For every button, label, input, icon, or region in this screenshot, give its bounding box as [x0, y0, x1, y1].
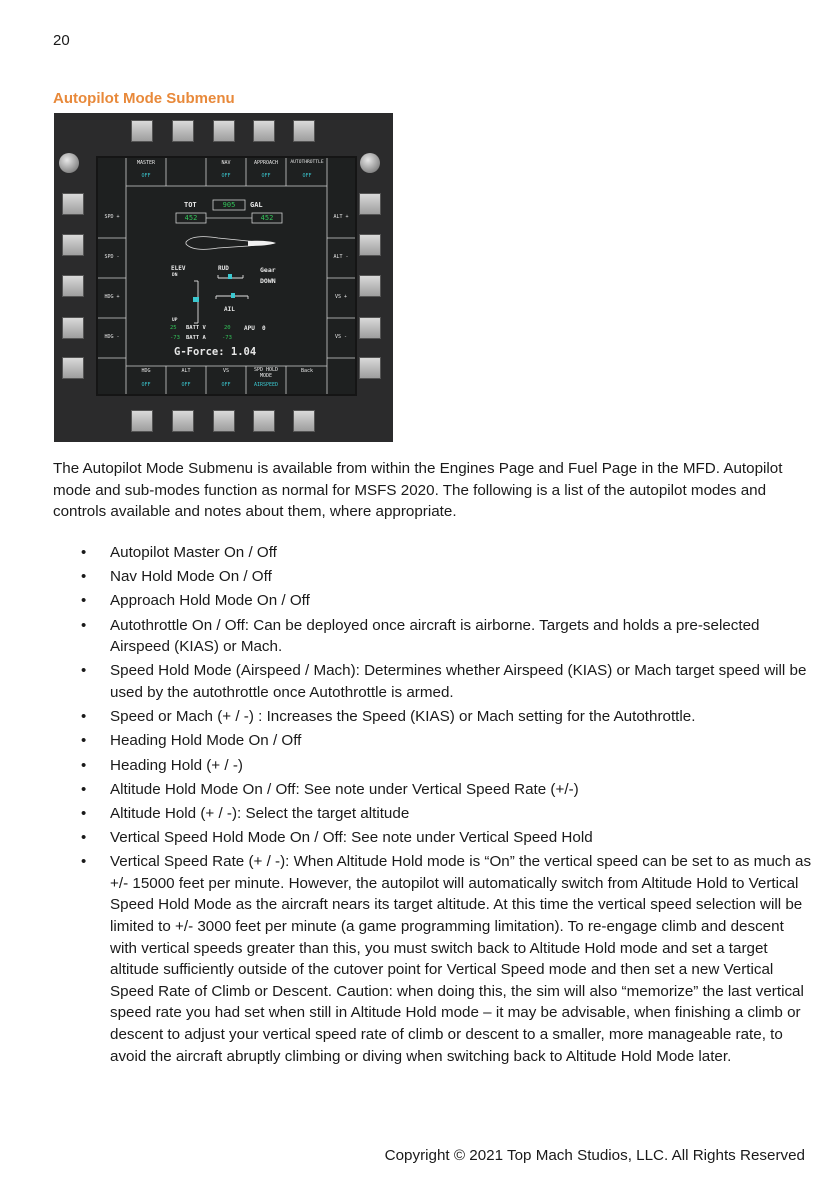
mfd-tot-value: 905 — [222, 201, 236, 209]
mfd-hw-button — [293, 120, 315, 142]
copyright-footer: Copyright © 2021 Top Mach Studios, LLC. All Rights Reserved — [384, 1147, 805, 1164]
list-item: • Vertical Speed Rate (+ / -): When Altitude Hold mode is “On” the vertical speed can be set to as much as +/- 15000 feet per minute. However, the autopilot will automatically switch from Altitude Hold to Vertical Speed Hold Mode as the aircraft nears its target altitude. At this time the vertical speed selection will be limited to +/- 3000 feet per minute (a game programming limitation). To re-engage climb and descent with vertical speeds greater than this, you must switch back to Altitude Hold mode and set a target altitude sufficiently outside of the cutover point for Vertical Speed mode and then set a new Vertical Speed Rate of Climb or Descent. Caution: when doing this, the sim will also “memorize” the last vertical speed rate you had set when still in Altitude Hold mode – it may be advisable, when finishing a climb or descent to adjust your vertical speed rate of climb or descent to a smaller, more manageable rate, to avoid the aircraft abruptly climbing or diving when switching back to Altitude Hold Mode later. — [53, 851, 813, 1067]
mfd-master-label: MASTER — [136, 160, 156, 166]
mfd-rud-label: RUD — [218, 265, 229, 272]
mfd-vs-minus-label: VS - — [334, 334, 348, 340]
mfd-hw-button — [253, 120, 275, 142]
mfd-gal-label: GAL — [250, 201, 263, 209]
mfd-hw-button — [62, 317, 84, 339]
mfd-alt-plus-label: ALT + — [333, 214, 349, 220]
mfd-hw-button — [253, 410, 275, 432]
mfd-spd-hold-label: SPD HOLD MODE — [253, 367, 279, 379]
mfd-left-fuel: 452 — [184, 214, 198, 222]
mfd-hdg-plus-label: HDG + — [104, 294, 120, 300]
mfd-autothrottle-value: OFF — [302, 173, 312, 179]
mfd-elev-dn: DN — [172, 273, 178, 278]
mfd-apu-label: APU — [244, 325, 255, 332]
list-item: • Speed Hold Mode (Airspeed / Mach): Determines whether Airspeed (KIAS) or Mach target speed will be used by the autothrottle once Autothrottle is armed. — [53, 660, 813, 703]
mfd-hw-button — [359, 357, 381, 379]
list-item: • Autothrottle On / Off: Can be deployed once aircraft is airborne. Targets and holds a pre-selected Airspeed (KIAS) or Mach. — [53, 615, 813, 658]
mfd-knob — [59, 153, 79, 173]
mfd-hw-button — [359, 317, 381, 339]
mfd-hw-button — [359, 275, 381, 297]
list-item: • Altitude Hold (+ / -): Select the target altitude — [53, 803, 813, 825]
mfd-right-fuel: 452 — [260, 214, 274, 222]
mfd-gear-label: Gear — [260, 266, 276, 274]
mfd-spd-plus-label: SPD + — [104, 214, 120, 220]
mfd-screenshot — [54, 113, 393, 442]
mfd-spd-minus-label: SPD - — [104, 254, 120, 260]
mfd-gear-value: DOWN — [260, 277, 276, 285]
mfd-hdg-label: HDG — [141, 368, 151, 374]
mfd-apu-value: 0 — [262, 325, 266, 332]
mfd-frame-lines — [98, 158, 355, 394]
section-heading: Autopilot Mode Submenu — [53, 90, 235, 107]
mode-list — [53, 542, 813, 1070]
mfd-hw-button — [172, 410, 194, 432]
list-item: • Altitude Hold Mode On / Off: See note under Vertical Speed Rate (+/-) — [53, 779, 813, 801]
mfd-hw-button — [213, 120, 235, 142]
mfd-alt-label: ALT — [181, 368, 191, 374]
mfd-hdg-minus-label: HDG - — [104, 334, 120, 340]
mfd-hdg-value: OFF — [141, 382, 151, 388]
mfd-knob — [360, 153, 380, 173]
mfd-gforce: G-Force: 1.04 — [174, 346, 257, 358]
list-item: • Approach Hold Mode On / Off — [53, 590, 813, 612]
intro-paragraph: The Autopilot Mode Submenu is available from within the Engines Page and Fuel Page in the MFD. Autopilot mode and sub-modes function as normal for MSFS 2020. The following is a list of the autopilot modes and controls available and notes about them, where appropriate. — [53, 460, 783, 520]
mfd-hw-button — [359, 234, 381, 256]
mfd-hw-button — [293, 410, 315, 432]
mfd-display — [96, 156, 357, 396]
mfd-alt-minus-label: ALT - — [333, 254, 349, 260]
mfd-batt-v-left: 25 — [170, 325, 177, 331]
mfd-hw-button — [359, 193, 381, 215]
mfd-vs-label: VS — [222, 368, 230, 374]
mfd-hw-button — [62, 357, 84, 379]
mfd-tot-label: TOT — [184, 201, 197, 209]
mfd-vs-plus-label: VS + — [334, 294, 348, 300]
mfd-spd-hold-value: AIRSPEED — [253, 382, 279, 388]
mfd-batt-a-label: BATT A — [186, 335, 206, 341]
mfd-hw-button — [62, 275, 84, 297]
mfd-hw-button — [172, 120, 194, 142]
mfd-hw-button — [131, 410, 153, 432]
mfd-hw-button — [62, 234, 84, 256]
mfd-elev-label: ELEV — [171, 265, 186, 272]
mfd-approach-value: OFF — [261, 173, 271, 179]
mfd-autothrottle-label: AUTOTHROTTLE — [290, 160, 324, 165]
mfd-nav-value: OFF — [221, 173, 231, 179]
mfd-hw-button — [131, 120, 153, 142]
mfd-batt-v-label: BATT V — [186, 325, 206, 331]
mfd-ail-label: AIL — [224, 306, 235, 313]
mfd-hw-button — [62, 193, 84, 215]
mfd-batt-a-right: -73 — [222, 335, 232, 341]
list-item: • Heading Hold Mode On / Off — [53, 730, 813, 752]
list-item: • Heading Hold (+ / -) — [53, 755, 813, 777]
mfd-hw-button — [213, 410, 235, 432]
list-item: • Autopilot Master On / Off — [53, 542, 813, 564]
list-item: • Vertical Speed Hold Mode On / Off: See note under Vertical Speed Hold — [53, 827, 813, 849]
aircraft-silhouette-icon — [186, 237, 276, 250]
mfd-approach-label: APPROACH — [253, 160, 279, 166]
mfd-batt-a-left: -73 — [170, 335, 180, 341]
mfd-alt-value: OFF — [181, 382, 191, 388]
mfd-master-value: OFF — [141, 173, 151, 179]
mfd-vs-value: OFF — [221, 382, 231, 388]
mfd-elev-up: UP — [172, 318, 178, 323]
mfd-back-label: Back — [300, 368, 314, 374]
list-item: • Speed or Mach (+ / -) : Increases the Speed (KIAS) or Mach setting for the Autothrottle. — [53, 706, 813, 728]
mfd-nav-label: NAV — [221, 160, 231, 166]
mfd-batt-v-right: 20 — [224, 325, 231, 331]
page-number: 20 — [53, 32, 70, 49]
list-item: • Nav Hold Mode On / Off — [53, 566, 813, 588]
